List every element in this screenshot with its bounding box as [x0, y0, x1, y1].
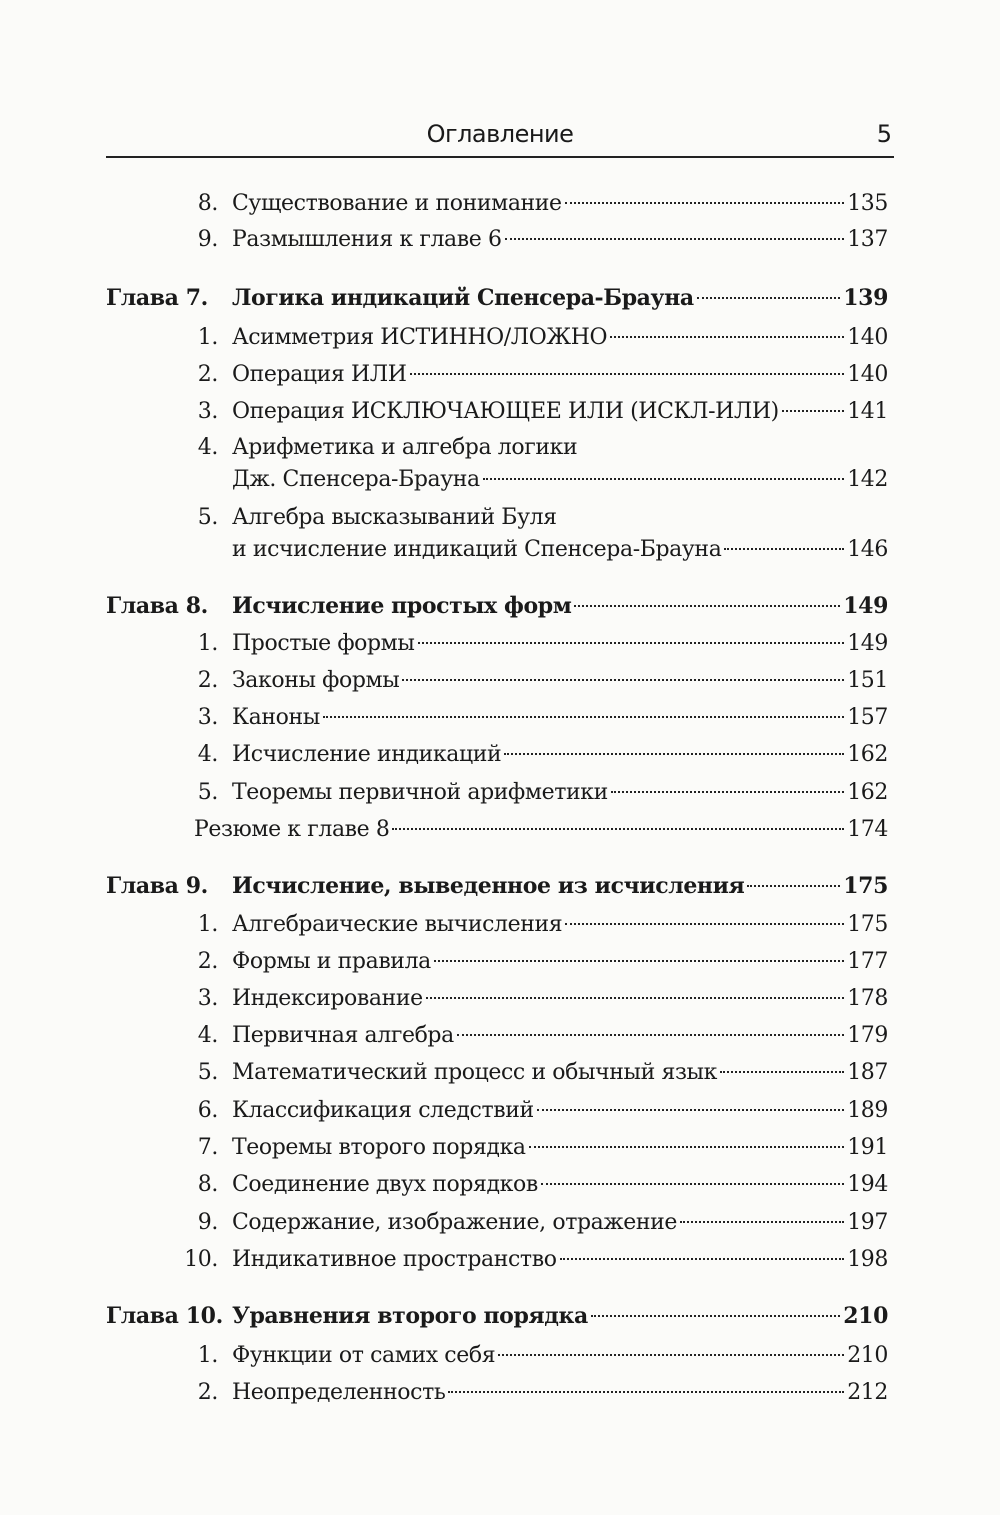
dot-leader	[448, 1390, 844, 1393]
chapter-label: Глава 8.	[106, 593, 208, 619]
page-ref: 189	[847, 1098, 888, 1123]
dot-leader	[418, 641, 845, 644]
toc-entry-row[interactable]	[0, 1130, 1000, 1166]
toc-entry-row[interactable]	[0, 1242, 1000, 1278]
toc-entry-row[interactable]	[0, 462, 1000, 498]
header-title: Оглавление	[426, 120, 574, 148]
entry-title: Теоремы первичной арифметики	[232, 780, 608, 805]
page-ref: 191	[847, 1135, 888, 1160]
page-ref: 162	[847, 742, 888, 767]
toc-entry-row[interactable]	[0, 1205, 1000, 1241]
dot-leader	[541, 1182, 844, 1185]
toc-entry-row[interactable]	[0, 737, 1000, 773]
toc-chapter-row[interactable]	[0, 868, 1000, 904]
entry-title: Индексирование	[232, 986, 423, 1011]
dot-leader	[591, 1314, 840, 1317]
page-ref: 175	[843, 873, 888, 899]
entry-title: Арифметика и алгебра логики	[232, 435, 578, 460]
entry-number: 9.	[197, 227, 218, 252]
page-ref: 149	[847, 631, 888, 656]
toc-entry-row[interactable]	[0, 1375, 1000, 1411]
entry-number: 7.	[197, 1135, 218, 1160]
entry-number: 3.	[197, 986, 218, 1011]
toc-entry-row[interactable]	[0, 186, 1000, 222]
toc-entry-row[interactable]	[0, 944, 1000, 980]
entry-number: 6.	[197, 1098, 218, 1123]
entry-number: 4.	[197, 435, 218, 460]
page-ref: 135	[847, 191, 888, 216]
toc-entry-row[interactable]	[0, 1093, 1000, 1129]
entry-title: Классификация следствий	[232, 1098, 534, 1123]
dot-leader	[565, 922, 844, 925]
entry-number: 1.	[197, 1343, 218, 1368]
entry-number: 4.	[197, 1023, 218, 1048]
entry-title: Операция ИСКЛЮЧАЮЩЕЕ ИЛИ (ИСКЛ-ИЛИ)	[232, 399, 779, 424]
entry-title: Размышления к главе 6	[232, 227, 502, 252]
dot-leader	[529, 1145, 845, 1148]
entry-title: Индикативное пространство	[232, 1247, 557, 1272]
entry-title: Алгебра высказываний Буля	[232, 505, 557, 530]
toc-entry-row[interactable]	[0, 907, 1000, 943]
chapter-title: Исчисление простых форм	[232, 593, 572, 619]
page-ref: 140	[847, 362, 888, 387]
entry-title: Резюме к главе 8	[194, 817, 390, 842]
entry-number: 2.	[197, 668, 218, 693]
page-ref: 149	[843, 593, 888, 619]
dot-leader	[610, 335, 844, 338]
entry-number: 2.	[197, 1380, 218, 1405]
page-ref: 137	[847, 227, 888, 252]
page-ref: 175	[847, 912, 888, 937]
toc-entry-row[interactable]	[0, 626, 1000, 662]
toc-chapter-row[interactable]	[0, 280, 1000, 316]
dot-leader	[504, 752, 844, 755]
page-ref: 212	[847, 1380, 888, 1405]
page-ref: 187	[847, 1060, 888, 1085]
entry-number: 2.	[197, 362, 218, 387]
dot-leader	[457, 1033, 844, 1036]
dot-leader	[434, 959, 844, 962]
toc-entry-row[interactable]	[0, 663, 1000, 699]
entry-title: Функции от самих себя	[232, 1343, 496, 1368]
page-ref: 142	[847, 467, 888, 492]
page-ref: 198	[847, 1247, 888, 1272]
entry-number: 8.	[197, 1172, 218, 1197]
entry-title: Математический процесс и обычный язык	[232, 1060, 718, 1085]
entry-title: Содержание, изображение, отражение	[232, 1210, 677, 1235]
entry-title: Соединение двух порядков	[232, 1172, 538, 1197]
entry-title: Операция ИЛИ	[232, 362, 407, 387]
toc-entry-row[interactable]	[0, 1055, 1000, 1091]
entry-number: 1.	[197, 325, 218, 350]
entry-title: Теоремы второго порядка	[232, 1135, 526, 1160]
dot-leader	[426, 996, 844, 999]
page-ref: 139	[843, 285, 888, 311]
page-ref: 141	[847, 399, 888, 424]
page-ref: 210	[843, 1303, 888, 1329]
dot-leader	[560, 1257, 845, 1260]
dot-leader	[537, 1108, 844, 1111]
toc-entry-row[interactable]	[0, 430, 1000, 466]
entry-title: Алгебраические вычисления	[232, 912, 563, 937]
dot-leader	[611, 790, 844, 793]
page-ref: 179	[847, 1023, 888, 1048]
toc-entry-row[interactable]	[0, 1018, 1000, 1054]
toc-entry-row[interactable]	[0, 320, 1000, 356]
entry-number: 1.	[197, 631, 218, 656]
entry-title: Формы и правила	[232, 949, 431, 974]
entry-number: 3.	[197, 705, 218, 730]
page-ref: 210	[847, 1343, 888, 1368]
dot-leader	[697, 296, 840, 299]
entry-number: 3.	[197, 399, 218, 424]
dot-leader	[392, 827, 844, 830]
toc-entry-row[interactable]	[0, 1167, 1000, 1203]
entry-title: Дж. Спенсера-Брауна	[232, 467, 480, 492]
chapter-label: Глава 7.	[106, 285, 208, 311]
dot-leader	[747, 884, 840, 887]
page-ref: 194	[847, 1172, 888, 1197]
entry-number: 4.	[197, 742, 218, 767]
toc-chapter-row[interactable]	[0, 588, 1000, 624]
page-ref: 157	[847, 705, 888, 730]
page-ref: 174	[847, 817, 888, 842]
toc-entry-row[interactable]	[0, 981, 1000, 1017]
chapter-label: Глава 10.	[106, 1303, 223, 1329]
page-ref: 178	[847, 986, 888, 1011]
dot-leader	[680, 1220, 844, 1223]
page-ref: 146	[847, 537, 888, 562]
toc-entry-row[interactable]	[0, 500, 1000, 536]
dot-leader	[498, 1353, 844, 1356]
dot-leader	[402, 678, 844, 681]
toc-entry-row[interactable]	[0, 532, 1000, 568]
dot-leader	[724, 547, 844, 550]
entry-number: 9.	[197, 1210, 218, 1235]
page-ref: 197	[847, 1210, 888, 1235]
entry-number: 5.	[197, 505, 218, 530]
entry-title: Первичная алгебра	[232, 1023, 454, 1048]
page-ref: 140	[847, 325, 888, 350]
entry-title: Каноны	[232, 705, 320, 730]
entry-title: Простые формы	[232, 631, 415, 656]
toc-entry-row[interactable]	[0, 700, 1000, 736]
dot-leader	[782, 409, 844, 412]
dot-leader	[410, 372, 845, 375]
toc-entry-row[interactable]	[0, 775, 1000, 811]
page-ref: 177	[847, 949, 888, 974]
chapter-title: Исчисление, выведенное из исчисления	[232, 873, 745, 899]
entry-number: 8.	[197, 191, 218, 216]
entry-title: и исчисление индикаций Спенсера-Брауна	[232, 537, 722, 562]
dot-leader	[483, 477, 844, 480]
page-ref: 151	[847, 668, 888, 693]
dot-leader	[323, 715, 844, 718]
toc-chapter-row[interactable]	[0, 1298, 1000, 1334]
dot-leader	[720, 1070, 844, 1073]
dot-leader	[574, 604, 840, 607]
page-number: 5	[876, 120, 892, 148]
entry-number: 10.	[184, 1247, 218, 1272]
toc-entry-row[interactable]	[0, 812, 1000, 848]
toc-entry-row[interactable]	[0, 357, 1000, 393]
chapter-label: Глава 9.	[106, 873, 208, 899]
entry-title: Исчисление индикаций	[232, 742, 502, 767]
entry-number: 1.	[197, 912, 218, 937]
entry-number: 2.	[197, 949, 218, 974]
toc-entry-row[interactable]	[0, 222, 1000, 258]
entry-title: Асимметрия ИСТИННО/ЛОЖНО	[232, 325, 608, 350]
dot-leader	[505, 237, 845, 240]
dot-leader	[565, 201, 845, 204]
chapter-title: Логика индикаций Спенсера-Брауна	[232, 285, 694, 311]
entry-number: 5.	[197, 780, 218, 805]
entry-title: Законы формы	[232, 668, 400, 693]
page-ref: 162	[847, 780, 888, 805]
chapter-title: Уравнения второго порядка	[232, 1303, 588, 1329]
entry-title: Неопределенность	[232, 1380, 446, 1405]
entry-title: Существование и понимание	[232, 191, 562, 216]
entry-number: 5.	[197, 1060, 218, 1085]
toc-entry-row[interactable]	[0, 1338, 1000, 1374]
toc-entry-row[interactable]	[0, 394, 1000, 430]
